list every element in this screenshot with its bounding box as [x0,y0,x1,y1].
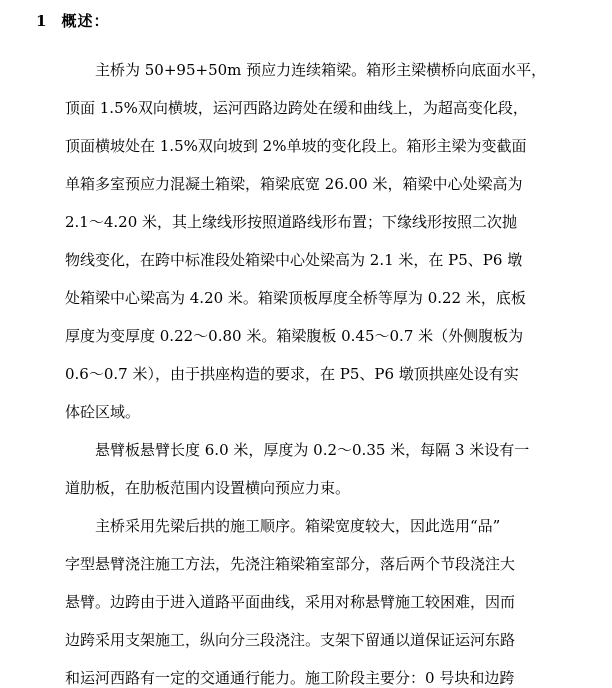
text-line: 物线变化，在跨中标准段处箱梁中心处梁高为 2.1 米，在 P5、P6 墩 [65,251,523,269]
text-line: 单箱多室预应力混凝土箱梁，箱梁底宽 26.00 米，箱梁中心处梁高为 [65,175,523,193]
text-line: 体砼区域。 [65,403,141,421]
text-line: 和运河西路有一定的交通通行能力。施工阶段主要分：0 号块和边跨 [65,669,515,687]
text-line: 道肋板，在肋板范围内设置横向预应力束。 [65,479,351,497]
text-line: 主桥采用先梁后拱的施工顺序。箱梁宽度较大，因此选用“品” [65,517,501,535]
text-line: 2.1～4.20 米，其上缘线形按照道路线形布置；下缘线形按照二次抛 [65,213,518,231]
text-line: 悬臂。边跨由于进入道路平面曲线，采用对称悬臂施工较困难，因而 [65,593,516,611]
section-number: 1 [36,12,48,30]
text-line: 0.6～0.7 米），由于拱座构造的要求，在 P5、P6 墩顶拱座处设有实 [65,365,519,383]
text-line: 处箱梁中心梁高为 4.20 米。箱梁顶板厚度全桥等厚为 0.22 米，底板 [65,289,526,307]
section-title: 概述： [61,12,110,30]
text-line: 主桥为 50+95+50m 预应力连续箱梁。箱形主梁横桥向底面水平， [65,61,547,79]
text-line: 顶面横坡处在 1.5%双向坡到 2%单坡的变化段上。箱形主梁为变截面 [65,137,527,155]
text-line: 字型悬臂浇注施工方法，先浇注箱梁箱室部分，落后两个节段浇注大 [65,555,516,573]
section-heading [36,10,109,31]
text-line: 悬臂板悬臂长度 6.0 米，厚度为 0.2～0.35 米，每隔 3 米设有一 [65,441,530,459]
text-line: 边跨采用支架施工，纵向分三段浇注。支架下留通以道保证运河东路 [65,631,516,649]
text-line: 厚度为变厚度 0.22～0.80 米。箱梁腹板 0.45～0.7 米（外侧腹板为 [65,327,524,345]
text-line: 顶面 1.5%双向横坡，运河西路边跨处在缓和曲线上，为超高变化段， [65,99,528,117]
